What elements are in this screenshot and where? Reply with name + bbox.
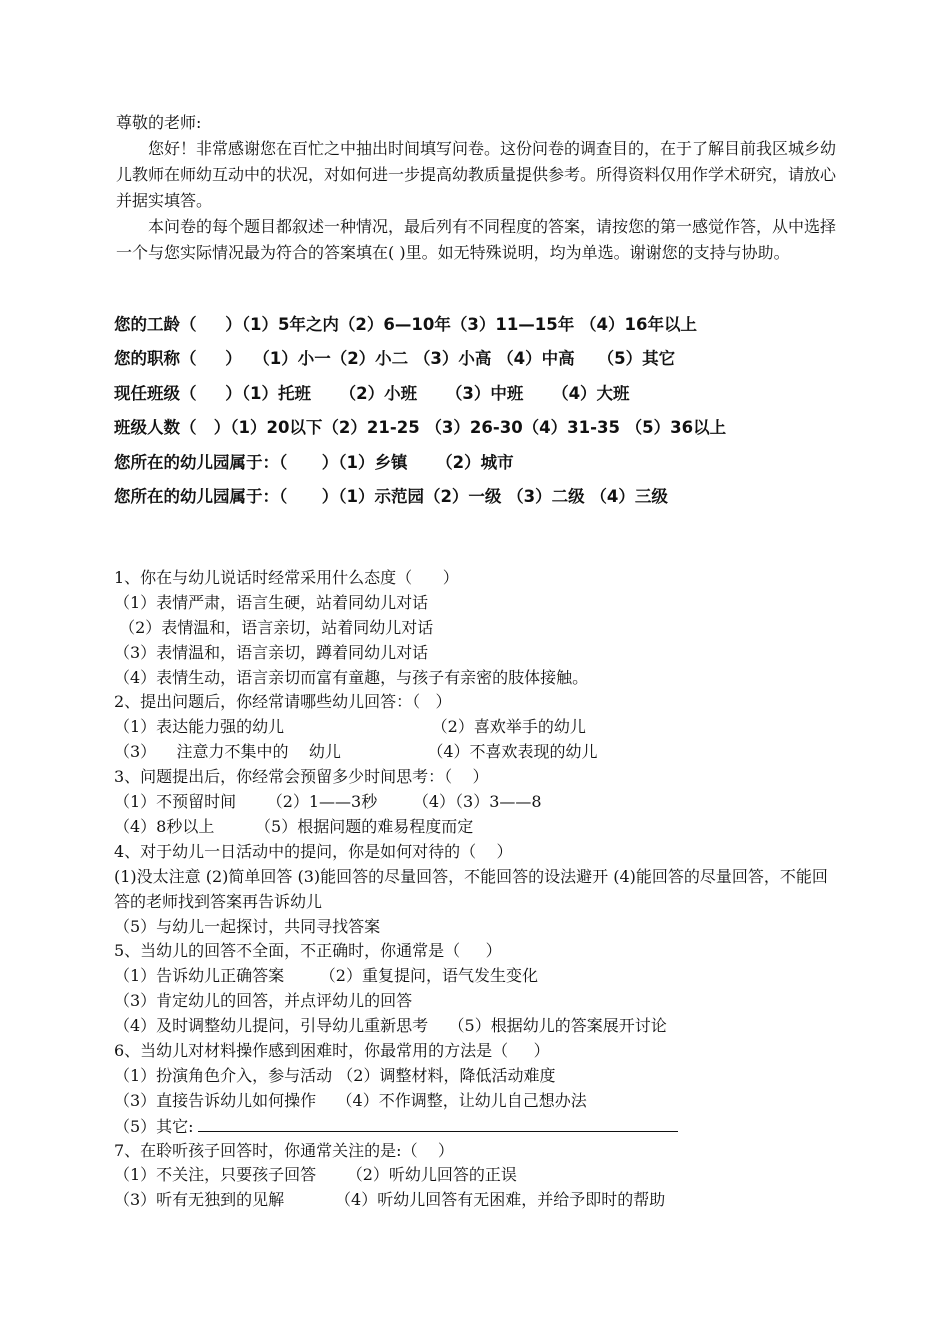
question-3-options[interactable]: （4）8秒以上 （5）根据问题的难易程度而定 — [114, 816, 474, 836]
question-1-option[interactable]: （3）表情温和，语言亲切，蹲着同幼儿对话 — [114, 642, 429, 662]
question-1-option[interactable]: （1）表情严肃，语言生硬，站着同幼儿对话 — [114, 592, 429, 612]
basic-info-section — [114, 308, 834, 514]
question-7-options[interactable]: （3）听有无独到的见解 （4）听幼儿回答有无困难，并给予即时的帮助 — [114, 1190, 666, 1210]
question-1-option[interactable]: （2）表情温和，语言亲切，站着同幼儿对话 — [114, 617, 434, 637]
info-current-class[interactable]: 现任班级（ ）（1）托班 （2）小班 （3）中班 （4）大班 — [114, 383, 630, 403]
other-answer-blank[interactable] — [198, 1114, 678, 1132]
question-2-options[interactable]: （3） 注意力不集中的 幼儿 （4）不喜欢表现的幼儿 — [114, 742, 598, 762]
question-5-options[interactable]: （4）及时调整幼儿提问，引导幼儿重新思考 （5）根据幼儿的答案展开讨论 — [114, 1016, 667, 1036]
question-1-title: 1、你在与幼儿说话时经常采用什么态度（ ） — [114, 568, 459, 587]
intro-paragraph-2: 本问卷的每个题目都叙述一种情况，最后列有不同程度的答案，请按您的第一感觉作答，从中选择一个与您实际情况最为符合的答案填在( )里。如无特殊说明，均为单选。谢谢您的支持与协助。 — [116, 217, 837, 262]
info-kindergarten-level[interactable]: 您所在的幼儿园属于：（ ）（1）示范园（2）一级 （3）二级 （4）三级 — [114, 486, 668, 506]
question-6-other[interactable] — [114, 1114, 842, 1139]
question-3-title: 3、问题提出后，你经常会预留多少时间思考：（ ） — [114, 767, 489, 787]
questions-section — [114, 566, 842, 1213]
question-1-option[interactable]: （4）表情生动，语言亲切而富有童趣，与孩子有亲密的肢体接触。 — [114, 667, 589, 687]
info-kindergarten-location[interactable]: 您所在的幼儿园属于：（ ）（1）乡镇 （2）城市 — [114, 452, 514, 472]
question-2-options[interactable]: （1）表达能力强的幼儿 （2）喜欢举手的幼儿 — [114, 717, 586, 737]
question-6-options[interactable]: （3）直接告诉幼儿如何操作 （4）不作调整，让幼儿自己想办法 — [114, 1090, 587, 1110]
question-3-options[interactable]: （1）不预留时间 （2）1——3秒 （4）（3）3——8 — [114, 792, 542, 812]
question-5-options[interactable]: （1）告诉幼儿正确答案 （2）重复提问，语气发生变化 — [114, 966, 538, 986]
question-7-title: 7、在聆听孩子回答时，你通常关注的是:（ ） — [114, 1140, 454, 1160]
info-title-rank[interactable]: 您的职称（ ） （1）小一（2）小二 （3）小高 （4）中高 （5）其它 — [114, 349, 676, 369]
question-6-title: 6、当幼儿对材料操作感到困难时，你最常用的方法是（ ） — [114, 1040, 550, 1060]
intro-section — [116, 110, 842, 266]
info-teaching-years[interactable]: 您的工龄（ ）（1）5年之内（2）6—10年（3）11—15年 （4）16年以上 — [114, 315, 697, 334]
question-4-option[interactable]: （5）与幼儿一起探讨，共同寻找答案 — [114, 916, 381, 936]
question-4-options[interactable]: (1)没太注意 (2)简单回答 (3)能回答的尽量回答，不能回答的设法避开 (4)能回答的尽量回答，不能回答的老师找到答案再告诉幼儿 — [114, 866, 828, 911]
info-class-size[interactable]: 班级人数（ ）（1）20以下（2）21-25 （3）26-30（4）31-35 （5）36以上 — [114, 418, 727, 438]
question-7-options[interactable]: （1）不关注，只要孩子回答 （2）听幼儿回答的正误 — [114, 1165, 517, 1185]
question-6-options[interactable]: （1）扮演角色介入，参与活动 （2）调整材料，降低活动难度 — [114, 1065, 556, 1085]
greeting: 尊敬的老师: — [116, 113, 202, 132]
intro-paragraph-1: 您好！非常感谢您在百忙之中抽出时间填写问卷。这份问卷的调查目的，在于了解目前我区城乡幼儿教师在师幼互动中的状况，对如何进一步提高幼教质量提供参考。所得资料仅用作学术研究，请放心并据实填答。 — [116, 139, 837, 210]
question-5-option[interactable]: （3）肯定幼儿的回答，并点评幼儿的回答 — [114, 991, 413, 1011]
question-2-title: 2、提出问题后，你经常请哪些幼儿回答：（ ） — [114, 692, 452, 712]
question-4-title: 4、对于幼儿一日活动中的提问，你是如何对待的（ ） — [114, 841, 513, 861]
question-6-other-label: （5）其它: — [114, 1116, 194, 1136]
question-5-title: 5、当幼儿的回答不全面，不正确时，你通常是（ ） — [114, 941, 502, 961]
